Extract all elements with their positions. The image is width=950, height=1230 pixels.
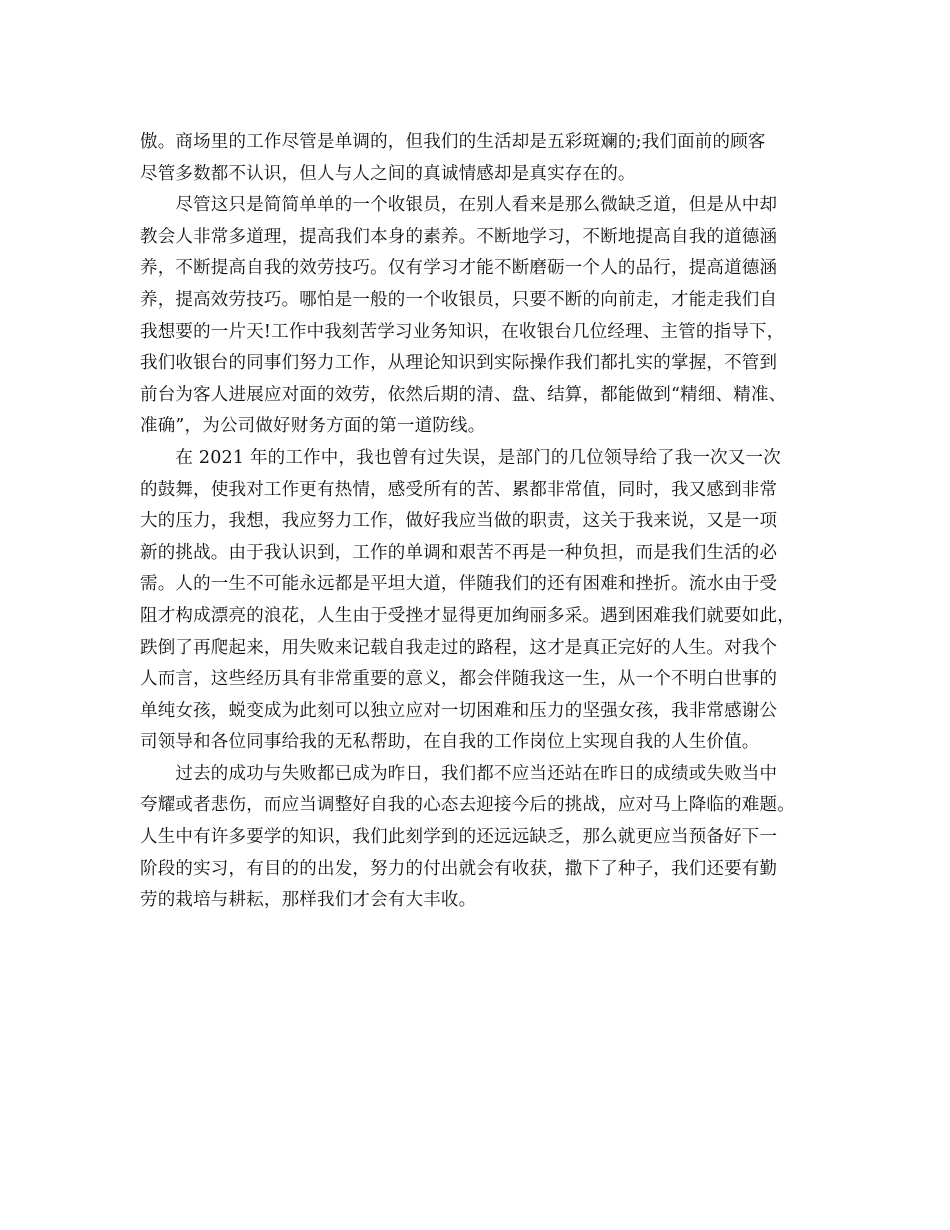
text-line: 我想要的一片天!工作中我刻苦学习业务知识，在收银台几位经理、主管的指导下， [140,321,785,342]
text-line: 养，不断提高自我的效劳技巧。仅有学习才能不断磨砺一个人的品行，提高道德涵 [140,258,778,279]
text-line: 新的挑战。由于我认识到，工作的单调和艰苦不再是一种负担，而是我们生活的必 [140,542,778,563]
text-line: 大的压力，我想，我应努力工作，做好我应当做的职责，这关于我来说，又是一项 [140,511,778,532]
text-line: 养，提高效劳技巧。哪怕是一般的一个收银员，只要不断的向前走，才能走我们自 [140,289,778,310]
text-line: 尽管这只是简简单单的一个收银员，在别人看来是那么微缺乏道，但是从中却 [140,195,778,216]
document-body [140,127,830,917]
text-line: 教会人非常多道理，提高我们本身的素养。不断地学习，不断地提高自我的道德涵 [140,226,778,247]
text-line: 过去的成功与失败都已成为昨日，我们都不应当还站在昨日的成绩或失败当中 [140,763,778,784]
text-line: 的鼓舞，使我对工作更有热情，感受所有的苦、累都非常值，同时，我又感到非常 [140,479,778,500]
text-line: 傲。商场里的工作尽管是单调的，但我们的生活却是五彩斑斓的;我们面前的顾客 [140,132,766,152]
text-line: 前台为客人进展应对面的效劳，依然后期的清、盘、结算，都能做到“精细、精准、 [140,384,787,405]
text-line: 我们收银台的同事们努力工作，从理论知识到实际操作我们都扎实的掌握，不管到 [140,353,778,374]
text-line: 人而言，这些经历具有非常重要的意义，都会伴随我这一生，从一个不明白世事的 [140,669,778,690]
text-line: 阻才构成漂亮的浪花，人生由于受挫才显得更加绚丽多采。遇到困难我们就要如此， [140,605,795,626]
text-line: 尽管多数都不认识，但人与人之间的真诚情感却是真实存在的。 [140,163,636,184]
text-line: 司领导和各位同事给我的无私帮助，在自我的工作岗位上实现自我的人生价值。 [140,732,760,753]
text-line: 准确”，为公司做好财务方面的第一道防线。 [140,416,486,437]
text-line: 夸耀或者悲伤，而应当调整好自我的心态去迎接今后的挑战，应对马上降临的难题。 [140,795,795,816]
text-line: 单纯女孩，蜕变成为此刻可以独立应对一切困难和压力的坚强女孩，我非常感谢公 [140,700,778,721]
text-line: 在 2021 年的工作中，我也曾有过失误，是部门的几位领导给了我一次又一次 [140,447,781,468]
text-line: 人生中有许多要学的知识，我们此刻学到的还远远缺乏，那么就更应当预备好下一 [140,827,778,848]
text-line: 阶段的实习，有目的的出发，努力的付出就会有收获，撒下了种子，我们还要有勤 [140,858,778,879]
text-line: 需。人的一生不可能永远都是平坦大道，伴随我们的还有困难和挫折。流水由于受 [140,574,778,595]
text-line: 劳的栽培与耕耘，那样我们才会有大丰收。 [140,890,477,911]
text-line: 跌倒了再爬起来，用失败来记载自我走过的路程，这才是真正完好的人生。对我个 [140,637,778,658]
